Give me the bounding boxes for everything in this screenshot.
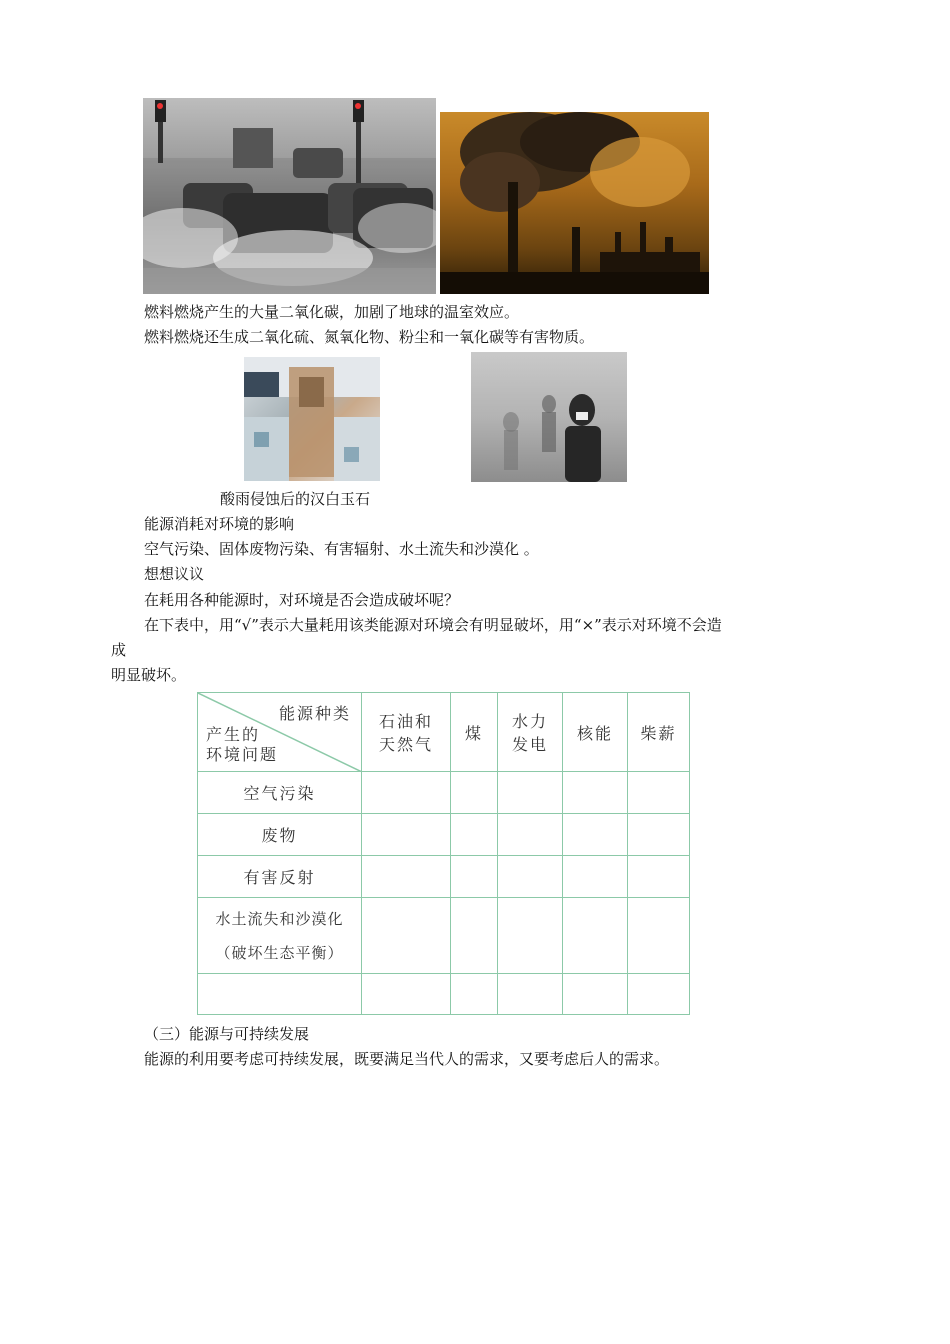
table-row xyxy=(198,898,690,974)
column-header: 石油和 天然气 xyxy=(362,693,451,772)
column-header: 核能 xyxy=(563,693,628,772)
instruction-line-1: 在下表中，用“√”表示大量耗用该类能源对环境会有明显破坏，用“×”表示对环境不会造 xyxy=(144,616,722,634)
answer-cell[interactable] xyxy=(628,772,690,814)
answer-cell[interactable] xyxy=(628,898,690,974)
answer-cell[interactable] xyxy=(498,814,563,856)
table-corner-cell xyxy=(198,693,362,772)
row-header: 水土流失和沙漠化 （破坏生态平衡） xyxy=(198,898,362,974)
answer-cell[interactable] xyxy=(498,974,563,1015)
caption-jade: 酸雨侵蚀后的汉白玉石 xyxy=(220,490,371,508)
answer-cell[interactable] xyxy=(563,856,628,898)
answer-cell[interactable] xyxy=(628,814,690,856)
factory-smoke-photo xyxy=(440,112,709,294)
answer-cell[interactable] xyxy=(498,898,563,974)
answer-cell[interactable] xyxy=(362,898,451,974)
section-3-heading: （三）能源与可持续发展 xyxy=(144,1025,310,1043)
caption-harmful-substances: 燃料燃烧还生成二氧化硫、氮氧化物、粉尘和一氧化碳等有害物质。 xyxy=(144,328,595,346)
answer-cell[interactable] xyxy=(563,974,628,1015)
answer-cell[interactable] xyxy=(362,814,451,856)
smog-pedestrians-photo xyxy=(471,352,627,482)
answer-cell[interactable] xyxy=(628,974,690,1015)
answer-cell[interactable] xyxy=(563,772,628,814)
row-header xyxy=(198,974,362,1015)
instruction-line-3: 明显破坏。 xyxy=(111,666,187,684)
impact-list: 空气污染、固体废物污染、有害辐射、水土流失和沙漠化 。 xyxy=(144,540,539,558)
answer-cell[interactable] xyxy=(498,772,563,814)
think-heading: 想想议议 xyxy=(144,565,205,583)
column-header: 柴薪 xyxy=(628,693,690,772)
answer-cell[interactable] xyxy=(362,974,451,1015)
instruction-line-2: 成 xyxy=(111,641,127,659)
corner-energy-type: 能源种类 xyxy=(278,704,351,723)
answer-cell[interactable] xyxy=(498,856,563,898)
think-question: 在耗用各种能源时，对环境是否会造成破坏呢？ xyxy=(144,591,460,609)
row-header: 废物 xyxy=(198,814,362,856)
column-header: 水力 发电 xyxy=(498,693,563,772)
corner-env-problem: 产生的 环境问题 xyxy=(206,725,279,764)
answer-cell[interactable] xyxy=(362,856,451,898)
answer-cell[interactable] xyxy=(451,974,498,1015)
traffic-exhaust-photo xyxy=(143,98,436,294)
answer-cell[interactable] xyxy=(451,772,498,814)
heading-energy-impact: 能源消耗对环境的影响 xyxy=(144,515,295,533)
answer-cell[interactable] xyxy=(563,814,628,856)
table-row xyxy=(198,856,690,898)
answer-cell[interactable] xyxy=(362,772,451,814)
caption-co2: 燃料燃烧产生的大量二氧化碳，加剧了地球的温室效应。 xyxy=(144,303,520,321)
acid-rain-jade-photo xyxy=(244,357,380,481)
table-row xyxy=(198,772,690,814)
answer-cell[interactable] xyxy=(451,898,498,974)
table-row xyxy=(198,814,690,856)
answer-cell[interactable] xyxy=(563,898,628,974)
section-3-text: 能源的利用要考虑可持续发展，既要满足当代人的需求，又要考虑后人的需求。 xyxy=(144,1050,670,1068)
answer-cell[interactable] xyxy=(451,814,498,856)
row-header: 空气污染 xyxy=(198,772,362,814)
answer-cell[interactable] xyxy=(628,856,690,898)
energy-environment-table xyxy=(197,692,689,1014)
answer-cell[interactable] xyxy=(451,856,498,898)
row-header: 有害反射 xyxy=(198,856,362,898)
table-row xyxy=(198,974,690,1015)
column-header: 煤 xyxy=(451,693,498,772)
